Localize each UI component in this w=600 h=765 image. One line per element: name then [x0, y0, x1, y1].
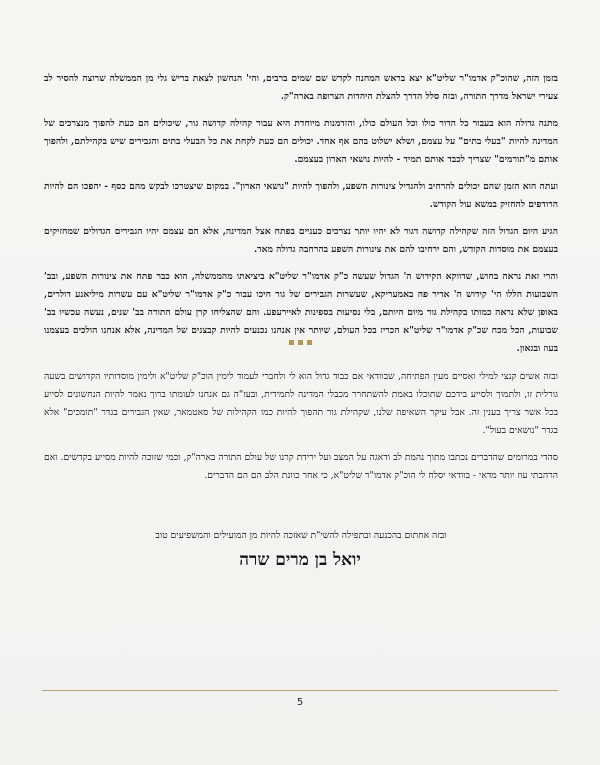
paragraph: סהדי במרומים שהדברים נכתבו מתוך נהמת לב ודאגה על המצב ועל ירידת קרנו של עולם התורה בארה"ק, וכמי שזוכה להיות מסייע בקדשים. ואם הרהבתי עוז יותר מדאי - בוודאי יסלח לי הוכ"ק אדמו"ר שליט"א, כי אחר כוונת הלב הם הם הדברים.: [44, 452, 558, 481]
paragraph: ובזה אשים קנצי למילי ואסיים מעין הפתיחה, שבוודאי אם כבוד גדול הוא לי ולחברי לעמוד לימין הוכ"ק שליט"א ולימין מוסדותיו הקדושים בשעה גורלית זו, ולתמוך ולסייע בידכם שתוכלו באמת להשתחרר מכבלי המדינה לתמידית, ובעז"ה גם אנחנו לעומתו ברוך נאמר להיות הנחשונים לסייע בכל אשר צריך בענין זה. אבל עיקר השאיפה שלנו, שקהילת גור תהפוך להיות כמו הקהילות של סאטמאר, שאין הגבירים בגדר "תומכים" אלא בגדר "נושאים בעול".: [44, 371, 558, 436]
closing-line: ובזה אחתום בהכנעה ובתפילה להשי"ת שאזכה להיות מן המועילים והמשפיעים טוב: [155, 530, 447, 541]
plain-text-section: [44, 368, 558, 494]
paragraph: הגיע היום הגדול הזה שקהילה קדושה דגור לא יהיו יותר נצרכים כעניים בפתח אצל המדינה, אלא הם עצמם יהיו הגבירים הגדולים שמחזיקים בעצמם את מוסדות הקודש, והם ירחיבו להם את צינורות השפע בהרחבה גדולה מאד.: [44, 226, 558, 255]
section-separator-ornament: [0, 340, 600, 345]
page-number: 5: [296, 697, 304, 708]
signature: יואל בן מרים שרה: [239, 550, 361, 570]
footer-rule: [42, 690, 558, 691]
ornament-dot: [298, 340, 303, 345]
paragraph: מתנה גדולה הוא בעבור כל הדור כולו וכל העולם כולו, והזדמנות מיוחדת היא עבור קהילה קדושה גור, שיכולים הם כעת להפוך מנצרכים של המדינה להיות "בעלי בתים" על עצמם, ושלא ישלוט בהם אף אחד. יכולים הם כעת לקחת את כל הבעלי בתים והגבירים שיש בקהילתם, ולהפוך אותם מ"תורמים" שצריך לכבד אותם תמיד - להיות נושאי הארון בעצמם.: [44, 118, 558, 165]
ornament-dot: [307, 340, 312, 345]
paragraph: ועתה הוא הזמן שהם יכולים להרחיב ולהגדיל צינורות השפע, ולהפוך להיות "נושאי הארון". במקום שיצטרכו לבקש מהם כסף - יהפכו הם להיות הרודפים להחזיק במשא עול הקודש.: [44, 181, 558, 210]
ornament-dot: [289, 340, 294, 345]
paragraph: והרי זאת נראה בחוש, שדווקא הקידוש ה' הגדול שעשה כ"ק אדמו"ר שליט"א ביציאתו מהממשלה, הוא כבר פתח את צינורות השפע, ובב' השבועות הללו הי' קידוש ה' אדיר פה באמעריקא, שעשרות הגבירים של גור חיכו עבור כ"ק אדמו"ר שליט"א עם עשרות מיליאנע דולרים, באופן שלא נראה כמותו בקהילת גור מיום היותם, בלי נסיעות בספינות לאיירעפע. והם שהצליחו קרן עולם התורה בב' שנים, נעשה עכשיו בב' שבועות, הכל מכח שכ"ק אדמו"ר שליט"א הכריז בכל העולם, שיותר אין אנחנו נכנעים להיות קבצנים של המדינה, אלא אנחנו הולכים בעצמנו בעוז ובגאון.: [44, 271, 558, 354]
paragraph: בזמן הזה, שהוכ"ק אדמו"ר שליט"א יצא בראש המחנה לקדש שם שמים ברבים, והי' הנחשון לצאת בריש גלי מן הממשלה שרוצה להסיר לב צעירי ישראל מדרך התורה, ובזה סלל הדרך להצלת היהדות הצרופה בארה"ק.: [44, 73, 558, 102]
bold-text-section: [44, 70, 558, 367]
